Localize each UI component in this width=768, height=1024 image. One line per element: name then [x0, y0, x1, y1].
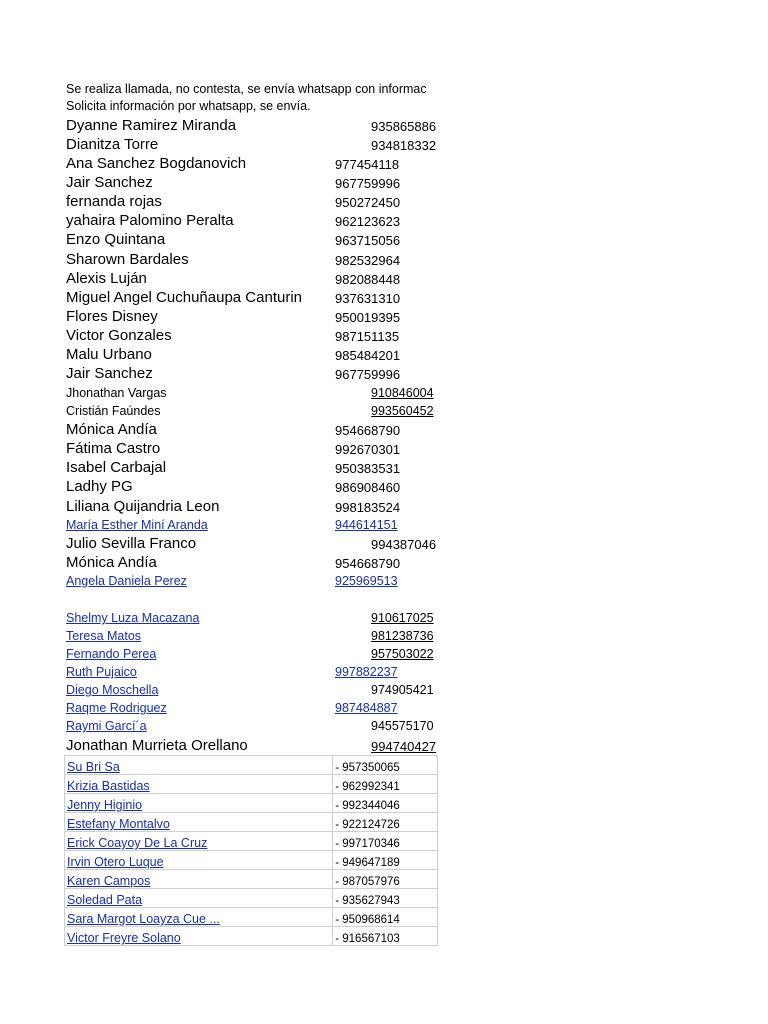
table-phone: - 916567103 — [333, 927, 438, 946]
table-name-link[interactable]: Krizia Bastidas — [67, 779, 150, 793]
contact-name-link[interactable]: Raymi Garcí´a — [66, 719, 147, 733]
contact-row — [66, 553, 438, 571]
contact-row — [66, 401, 438, 418]
contact-phone-link[interactable]: 987484887 — [335, 701, 398, 715]
contact-phone: 987151135 — [335, 329, 400, 344]
contact-name-link[interactable]: Shelmy Luza Macazana — [66, 611, 200, 625]
contact-phone: 910617025 — [371, 611, 434, 625]
contact-name-link[interactable]: Diego Moschella — [66, 683, 159, 697]
contact-row — [66, 716, 438, 733]
contact-name-link[interactable]: Angela Daniela Perez — [66, 574, 187, 588]
table-name-link[interactable]: Jenny Higinio — [67, 798, 143, 812]
contact-name: Jair Sanchez — [66, 174, 153, 191]
contact-name: Isabel Carbajal — [66, 459, 167, 476]
contact-row — [66, 173, 438, 191]
contact-row — [66, 269, 438, 287]
contact-row — [66, 534, 438, 552]
contact-name: Alexis Luján — [66, 270, 147, 287]
contact-phone: 963715056 — [335, 233, 401, 248]
table-name-link[interactable]: Karen Campos — [67, 874, 151, 888]
contact-phone: 985484201 — [335, 348, 401, 363]
contact-phone: 950019395 — [335, 310, 401, 325]
contact-row — [66, 250, 438, 268]
contact-row — [66, 680, 438, 697]
contact-name: Fátima Castro — [66, 440, 161, 457]
table-phone: - 935627943 — [333, 889, 438, 908]
table-row — [65, 756, 438, 775]
contact-row — [66, 644, 438, 661]
contact-row — [66, 154, 438, 172]
contact-phone: 934818332 — [371, 138, 437, 153]
contact-row — [66, 608, 438, 625]
contact-name: Julio Sevilla Franco — [66, 535, 197, 552]
contact-row — [66, 230, 438, 248]
table-row — [65, 832, 438, 851]
contact-name: Enzo Quintana — [66, 231, 166, 248]
contact-name-link[interactable]: Ruth Pujaico — [66, 665, 137, 679]
table-phone: - 957350065 — [333, 756, 438, 775]
contact-phone: 937631310 — [335, 291, 401, 306]
table-name-link[interactable]: Soledad Pata — [67, 893, 143, 907]
table-phone: - 997170346 — [333, 832, 438, 851]
contact-row — [66, 192, 438, 210]
contact-phone: 993560452 — [371, 404, 434, 418]
contact-name: yahaira Palomino Peralta — [66, 212, 234, 229]
contact-row — [66, 571, 438, 588]
contact-phone: 998183524 — [335, 500, 401, 515]
contact-row — [66, 736, 438, 754]
contact-row — [66, 211, 438, 229]
contact-name: fernanda rojas — [66, 193, 162, 210]
contact-row — [66, 439, 438, 457]
table-phone: - 992344046 — [333, 794, 438, 813]
contact-name: Dianitza Torre — [66, 136, 159, 153]
contact-phone: 950383531 — [335, 461, 401, 476]
table-name-link[interactable]: Irvin Otero Luque — [67, 855, 164, 869]
contact-name-link[interactable]: Teresa Matos — [66, 629, 142, 643]
note-row — [66, 80, 438, 96]
contact-row — [66, 307, 438, 325]
table-row — [65, 813, 438, 832]
contact-name: Miguel Angel Cuchuñaupa Canturin — [66, 289, 302, 306]
contact-phone-link[interactable]: 944614151 — [335, 518, 398, 532]
contact-phone: 935865886 — [371, 119, 437, 134]
contact-row — [66, 116, 438, 134]
contact-phone-link[interactable]: 997882237 — [335, 665, 398, 679]
contact-phone: 994387046 — [371, 537, 437, 552]
contact-row — [66, 383, 438, 400]
table-phone: - 922124726 — [333, 813, 438, 832]
contact-row — [66, 288, 438, 306]
table-row — [65, 775, 438, 794]
contact-phone: 950272450 — [335, 195, 401, 210]
table-row — [65, 908, 438, 927]
table-phone: - 950968614 — [333, 908, 438, 927]
contact-name: Ana Sanchez Bogdanovich — [66, 155, 247, 172]
contact-row — [66, 698, 438, 715]
contact-row — [66, 497, 438, 515]
contact-name: Jhonathan Vargas — [66, 386, 167, 400]
contact-phone: 945575170 — [371, 719, 434, 733]
note-row — [66, 97, 438, 113]
contact-phone: 910846004 — [371, 386, 434, 400]
table-phone: - 962992341 — [333, 775, 438, 794]
contact-row — [66, 626, 438, 643]
contact-row — [66, 662, 438, 679]
table-name-link[interactable]: Su Bri Sa — [67, 760, 120, 774]
contact-phone-link[interactable]: 925969513 — [335, 574, 398, 588]
contact-phone: 992670301 — [335, 442, 401, 457]
contact-name: Ladhy PG — [66, 478, 133, 495]
contact-row — [66, 458, 438, 476]
contact-phone: 974905421 — [371, 683, 434, 697]
contact-phone: 962123623 — [335, 214, 401, 229]
note-text: Solicita información por whatsapp, se envía. — [66, 99, 311, 113]
contact-name: Malu Urbano — [66, 346, 152, 363]
table-phone: - 987057976 — [333, 870, 438, 889]
contact-phone: 967759996 — [335, 367, 401, 382]
contacts-table — [64, 755, 438, 946]
contact-name: Dyanne Ramirez Miranda — [66, 117, 237, 134]
contact-name: Sharown Bardales — [66, 251, 189, 268]
table-row — [65, 927, 438, 946]
contact-name: Jonathan Murrieta Orellano — [66, 737, 248, 754]
contact-phone: 994740427 — [371, 739, 437, 754]
table-row — [65, 870, 438, 889]
table-row — [65, 794, 438, 813]
contact-name: Cristián Faúndes — [66, 404, 161, 418]
table-phone: - 949647189 — [333, 851, 438, 870]
note-text: Se realiza llamada, no contesta, se envía whatsapp con informac — [66, 82, 427, 96]
contact-row — [66, 326, 438, 344]
contact-phone: 954668790 — [335, 423, 401, 438]
table-row — [65, 889, 438, 908]
contact-phone: 986908460 — [335, 480, 401, 495]
contact-name: Jair Sanchez — [66, 365, 153, 382]
contact-row — [66, 515, 438, 532]
contact-name: Flores Disney — [66, 308, 158, 325]
contact-name: Mónica Andía — [66, 554, 157, 571]
contact-name: Victor Gonzales — [66, 327, 172, 344]
contact-row — [66, 135, 438, 153]
contact-phone: 981238736 — [371, 629, 434, 643]
table-name-link[interactable]: Estefany Montalvo — [67, 817, 170, 831]
table-name-link[interactable]: Victor Freyre Solano — [67, 931, 181, 945]
contact-phone: 967759996 — [335, 176, 401, 191]
table-row — [65, 851, 438, 870]
contact-row — [66, 364, 438, 382]
table-name-link[interactable]: Sara Margot Loayza Cue ... — [67, 912, 220, 926]
contact-phone: 982532964 — [335, 253, 401, 268]
contact-row — [66, 420, 438, 438]
table-name-link[interactable]: Erick Coayoy De La Cruz — [67, 836, 208, 850]
contact-name-link[interactable]: Fernando Perea — [66, 647, 157, 661]
contact-phone: 977454118 — [335, 157, 400, 172]
contact-row — [66, 477, 438, 495]
contact-phone: 982088448 — [335, 272, 401, 287]
contact-phone: 954668790 — [335, 556, 401, 571]
contact-name-link[interactable]: Raqme Rodriguez — [66, 701, 167, 715]
contact-name: Mónica Andía — [66, 421, 157, 438]
contact-row — [66, 345, 438, 363]
contact-name: Liliana Quijandria Leon — [66, 498, 220, 515]
contact-name-link[interactable]: María Esther Miní Aranda — [66, 518, 208, 532]
contact-phone: 957503022 — [371, 647, 434, 661]
